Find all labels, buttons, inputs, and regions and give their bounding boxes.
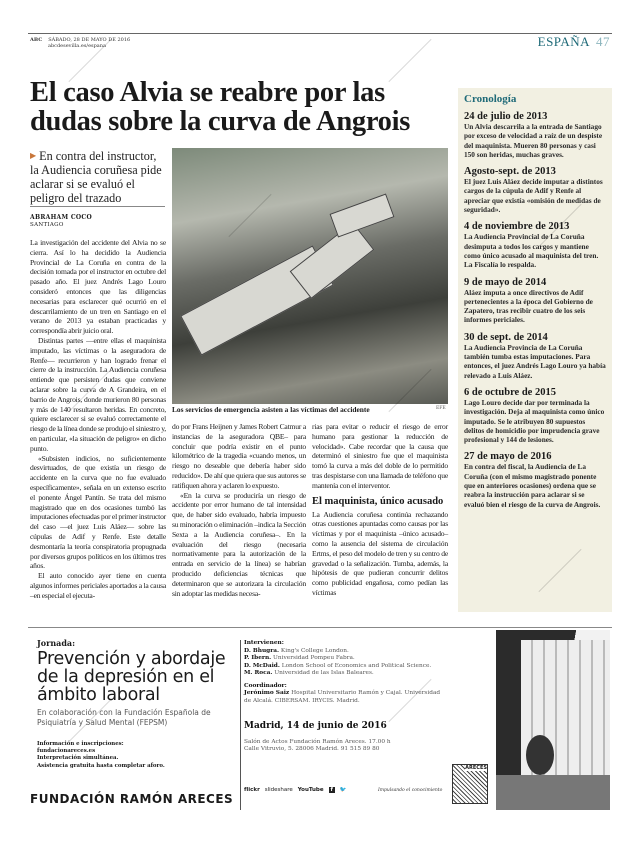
event-text: El juez Luis Aláez decide imputar a distintos cargos de la cúpula de Adif y Renfe al apreciar que existía «omisión de medidas de seguridad». xyxy=(464,177,603,215)
ad-brand-logo: FUNDACIÓN RAMÓN ARECES xyxy=(30,792,234,806)
ad-title: Prevención y abordaje de la depresión en el ámbito laboral xyxy=(37,649,226,705)
paragraph: rias para evitar o reducir el riesgo de error humano para gestionar la reducción de velocidad». Cabe recordar que la causa que determinó el siniestro fue que el maquinista tomó la curva a más del doble de lo permitido tras despistarse con una llamada de teléfono que mantenía con el interventor. xyxy=(312,422,448,490)
speaker: D. McDaid. London School of Economics and Political Science. xyxy=(244,662,432,669)
ad-event-date: Madrid, 14 de junio de 2016 xyxy=(244,721,387,731)
coordinator-heading: Coordinador: xyxy=(244,682,287,689)
facebook-icon[interactable]: f xyxy=(330,787,333,793)
photo-caption: Los servicios de emergencia asisten a las víctimas del accidente xyxy=(172,405,370,414)
byline-divider xyxy=(30,206,165,207)
header-rule xyxy=(28,33,612,34)
paragraph: «En la curva se produciría un riesgo de accidente por error humano de tal intensidad que, de haber sido evaluado, habría impuesto su minoración o eliminación –indica la Sección Sexta a la Audiencia coruñesa–. En la evaluación del riesgo (necesaria normativamente para la autorización de la entrada en servicio de la línea) se habrían producido deficiencias técnicas que determinaron que se autorizara la circulación sin adoptar las medidas necesa- xyxy=(172,490,306,598)
speaker: P. Ibern. Universidad Pompeu Fabra. xyxy=(244,655,355,661)
paragraph: do por Frans Heijnen y James Robert Catmur a instancias de la aseguradora QBE– para concluir que podría existir en el punto kilométrico de la tragedia «cuando menos, un riesgo no deseable que debería haber sido reducido». De ahí que quiera que sus autores se ratifiquen ahora y aclaren lo expuesto. xyxy=(172,422,306,490)
event-date: Agosto-sept. de 2013 xyxy=(464,166,556,178)
photo-credit: EFE xyxy=(436,406,446,411)
paragraph: Distintas partes —entre ellas el maquinista imputado, las víctimas o la aseguradora de Renfe— recurrieron y han logrado frenar el cierre de la instrucción. La Audiencia coruñesa entiende que persisten dudas que conviene aclarar sobre la curva de A Grandeira, en el barrio de Angrois, donde murieron 80 personas y más de 140 resultaron heridas. En concreto, quiere esclarecer si se evaluó correctamente el riesgo de la línea donde se produjo el siniestro y, en particular, «la situación de peligro» en dicho punto. xyxy=(30,335,166,453)
page-number: 47 xyxy=(596,34,610,49)
page-header-info xyxy=(30,37,130,49)
youtube-icon[interactable]: YouTube xyxy=(297,787,324,793)
ad-slogan: Impulsando el conocimiento xyxy=(378,788,443,793)
bullet-arrow-icon: ▶ xyxy=(30,151,37,160)
subhead-text: En contra del instructor, la Audiencia coruñesa pide aclarar si se evaluó el peligro del trazado xyxy=(30,149,162,205)
event-date: 4 de noviembre de 2013 xyxy=(464,221,570,233)
venue: Salón de Actos Fundación Ramón Areces. 17.00 h xyxy=(244,738,391,745)
coordinator: Jerónimo Saiz Hospital Universitario Ramón y Cajal. Universidad de Alcalá. CIBERSAM. IRYCIS. Madrid. xyxy=(244,690,441,704)
foundation-emblem: ARECES xyxy=(452,764,488,804)
ad-vertical-divider xyxy=(240,640,241,810)
paragraph: El auto conocido ayer tiene en cuenta algunos informes periciales aportados a la causa –en especial el ejecuta- xyxy=(30,571,166,600)
paper-name: ABC xyxy=(30,37,43,43)
ad-collaboration: En colaboración con la Fundación Española de Psiquiatría y Salud Mental (FEPSM) xyxy=(37,708,211,727)
intertitle: El maquinista, único acusado xyxy=(312,495,444,507)
author: ABRAHAM COCO xyxy=(30,214,93,221)
paragraph: La Audiencia coruñesa continúa rechazando otras cuestiones apuntadas como causas por las víctimas y por el maquinista –único acusado– como la ausencia del sistema de circulación Ertms, el peso del modelo de tren y su centro de gravedad o la señalización. Tumba, además, la hipótesis de que pudieran concurrir delitos como publicidad engañosa, como pedían las víctimas xyxy=(312,509,448,597)
section-header xyxy=(538,34,610,50)
ad-info-line: Información e inscripciones: xyxy=(37,741,124,747)
ad-event-block xyxy=(37,638,237,770)
paragraph: La investigación del accidente del Alvia no se cierra. Así lo ha decidido la Audiencia Provincial de La Coruña en contra de la decisión tomada por el instructor en octubre del pasado año. El juez Andrés Lago Louro consideró entonces que las diligencias necesarias para esclarecer qué ocurrió en el descarrilamiento de un tren en Santiago en el verano de 2013 ya estaban practicadas y correspondía abrir juicio oral. xyxy=(30,238,166,336)
watermark-stroke xyxy=(388,39,431,82)
article-column-2 xyxy=(172,422,306,598)
event-text: Aláez imputa a once directivos de Adif pertenecientes a la época del Gobierno de Zapatero, tras recibir cuatro de los seis informes periciales. xyxy=(464,287,593,325)
flickr-icon[interactable]: flickr xyxy=(244,787,260,793)
slideshare-icon[interactable]: slideshare xyxy=(264,787,293,793)
event-text: La Audiencia Provincial de La Coruña desimputa a todos los cargos y mantiene como único acusado al maquinista del tren. La Fiscalía lo respalda. xyxy=(464,232,599,270)
speaker: D. Bhugra. King's College London. xyxy=(244,647,349,654)
ad-info xyxy=(37,741,237,770)
ad-info-line: Interpretación simultánea. xyxy=(37,755,119,762)
event-text: En contra del fiscal, la Audiencia de La Coruña (con el mismo magistrado ponente que en anteriores ocasiones) ordena que se reabra la instrucción para aclarar si se evaluó bien el riesgo de la curva de Angrois. xyxy=(464,462,601,509)
ad-info-line: Asistencia gratuita hasta completar aforo. xyxy=(37,762,165,769)
timeline-event xyxy=(464,111,606,159)
speaker: M. Roca. Universidad de las Islas Baleares. xyxy=(244,670,374,676)
section-name: ESPAÑA xyxy=(537,34,590,49)
ad-kicker: Jornada: xyxy=(37,638,76,648)
dateline-city: SANTIAGO xyxy=(30,222,64,228)
event-date: 24 de julio de 2013 xyxy=(464,111,548,122)
timeline-event xyxy=(464,451,606,508)
section-url: abcdesevilla.es/espana xyxy=(48,43,106,49)
paragraph: «Subsisten indicios, no suficientemente desvirtuados, de que existía un riesgo de accidente en la curva que no fue evaluado específicamente», señala en un extenso escrito el ponente Ángel Pantín. Se trata del mismo magistrado que en dos ocasiones tumbó las imputaciones efectuadas por el primer instructor del caso —el juez Luis Aláez— sobre las cúpulas de Adif y Renfe. Este detalle desmontaría la teoría conspiratoria propugnada por diversos grupos políticos en los últimos tres años. xyxy=(30,453,166,571)
speakers-heading: Intervienen: xyxy=(244,640,284,646)
ad-website-link[interactable]: fundacionareces.es xyxy=(37,748,96,755)
timeline-event xyxy=(464,387,606,444)
event-date: 27 de mayo de 2016 xyxy=(464,451,552,463)
timeline-sidebar xyxy=(458,88,612,612)
subheadline xyxy=(30,149,168,205)
headline: El caso Alvia se reabre por las dudas sobre la curva de Angrois xyxy=(30,77,411,137)
address: Calle Vitruvio, 5. 28006 Madrid. 91 515 89 80 xyxy=(244,746,380,752)
article-column-3 xyxy=(312,422,448,598)
timeline-event xyxy=(464,277,606,325)
accident-photo xyxy=(172,148,448,404)
social-links xyxy=(244,787,350,793)
building-photo xyxy=(496,630,610,810)
ad-divider xyxy=(28,627,612,628)
twitter-icon[interactable]: 🐦 xyxy=(339,787,347,793)
event-text: La Audiencia Provincia de La Coruña también tumba estas imputaciones. Para entonces, el juez Andrés Lago Louro ya había relevado a Luis Aláez. xyxy=(464,342,606,380)
ad-speakers-block xyxy=(244,640,484,754)
article-column-1 xyxy=(30,238,166,600)
timeline-event xyxy=(464,332,606,380)
event-date: 9 de mayo de 2014 xyxy=(464,276,547,288)
event-text: Un Alvia descarrila a la entrada de Santiago por exceso de velocidad a raíz de un despiste del maquinista. Mueren 80 personas y casi 150 son heridas, muchas graves. xyxy=(464,122,603,159)
timeline-event xyxy=(464,166,606,214)
issue-date: SÁBADO, 28 DE MAYO DE 2016 xyxy=(48,37,131,43)
event-date: 30 de sept. de 2014 xyxy=(464,331,548,343)
event-text: Lago Louro decide dar por terminada la investigación. Deja al maquinista como único imputado. Se le atribuyen 80 supuestos delitos de homicidio por imprudencia grave profesional y 144 de lesiones. xyxy=(464,397,605,445)
timeline-event xyxy=(464,221,606,269)
event-date: 6 de octubre de 2015 xyxy=(464,386,556,398)
timeline-title: Cronología xyxy=(464,93,517,105)
